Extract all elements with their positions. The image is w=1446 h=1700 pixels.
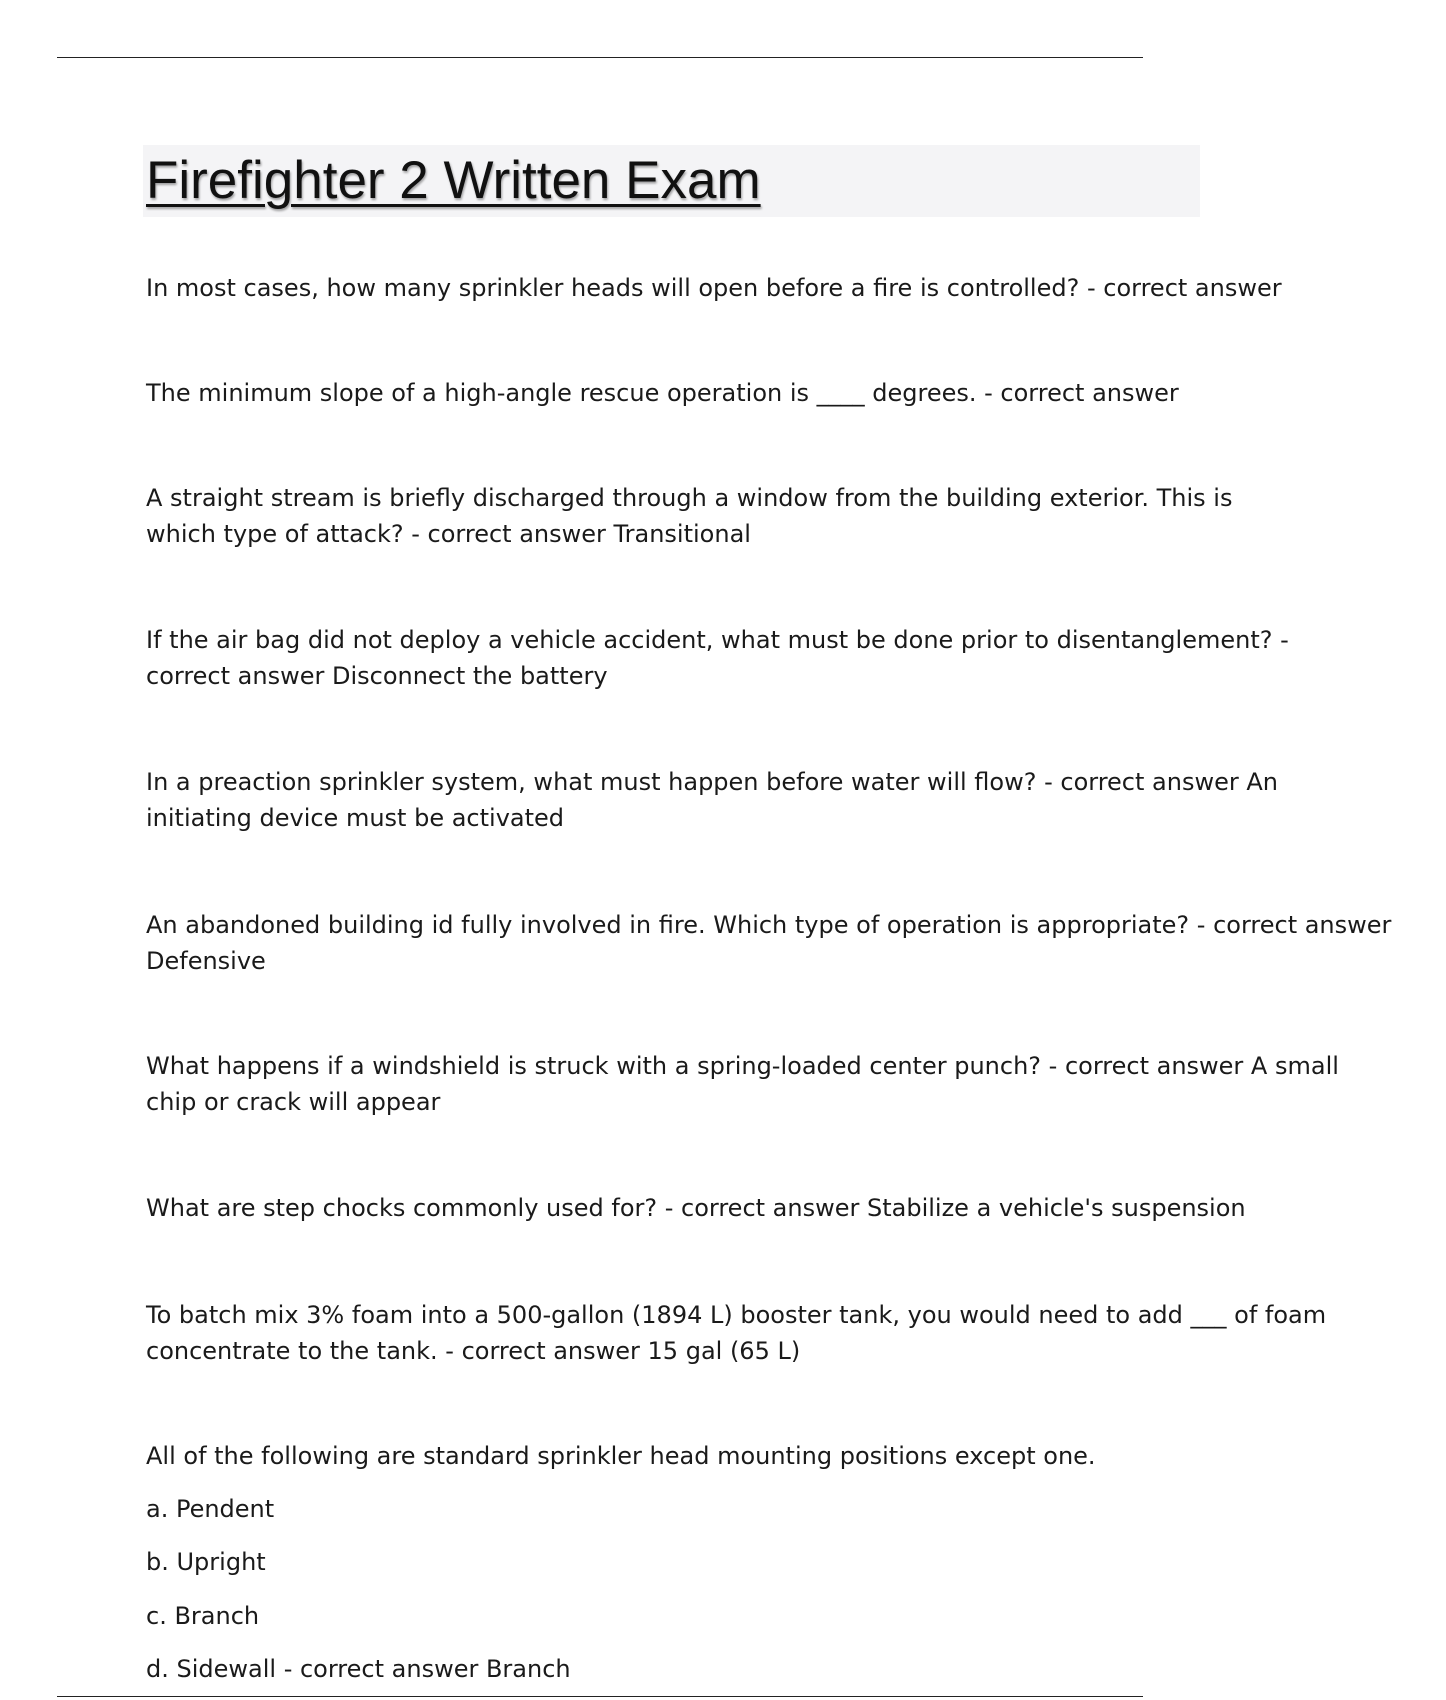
bottom-rule [57,1696,1143,1697]
question-7 [146,1048,1446,1120]
question-10-line-1: All of the following are standard sprinkler head mounting positions except one. [146,1442,1096,1470]
question-8-line-1: What are step chocks commonly used for? - correct answer Stabilize a vehicle's suspension [146,1194,1246,1222]
document-title: Firefighter 2 Written Exam [146,151,761,210]
option-a: a. Pendent [146,1495,275,1523]
question-2-line-1: The minimum slope of a high-angle rescue operation is ____ degrees. - correct answer [146,379,1179,407]
question-6-line-2: Defensive [146,947,266,975]
option-c: c. Branch [146,1602,260,1630]
question-3-line-1: A straight stream is briefly discharged through a window from the building exterior. This is [146,484,1233,512]
top-rule [57,57,1143,58]
option-d: d. Sidewall - correct answer Branch [146,1655,571,1683]
question-4 [146,622,1446,694]
question-9-line-1: To batch mix 3% foam into a 500-gallon (1894 L) booster tank, you would need to add ___ of foam [146,1301,1327,1329]
question-2 [146,375,1446,411]
question-3-line-2: which type of attack? - correct answer Transitional [146,520,751,548]
question-4-line-1: If the air bag did not deploy a vehicle accident, what must be done prior to disentanglement? - [146,626,1289,654]
question-1-line-1: In most cases, how many sprinkler heads will open before a fire is controlled? - correct answer [146,274,1282,302]
question-6 [146,907,1446,979]
question-5-line-2: initiating device must be activated [146,804,565,832]
question-1 [146,270,1446,306]
question-7-line-1: What happens if a windshield is struck with a spring-loaded center punch? - correct answer A small [146,1052,1339,1080]
question-4-line-2: correct answer Disconnect the battery [146,662,608,690]
question-5 [146,764,1446,836]
question-7-line-2: chip or crack will appear [146,1088,441,1116]
question-8 [146,1190,1446,1226]
question-9 [146,1297,1446,1369]
question-10 [146,1438,1446,1474]
option-b: b. Upright [146,1548,266,1576]
question-3 [146,480,1446,552]
question-6-line-1: An abandoned building id fully involved in fire. Which type of operation is appropriate? - correct answer [146,911,1392,939]
question-5-line-1: In a preaction sprinkler system, what must happen before water will flow? - correct answer An [146,768,1278,796]
question-9-line-2: concentrate to the tank. - correct answer 15 gal (65 L) [146,1337,801,1365]
